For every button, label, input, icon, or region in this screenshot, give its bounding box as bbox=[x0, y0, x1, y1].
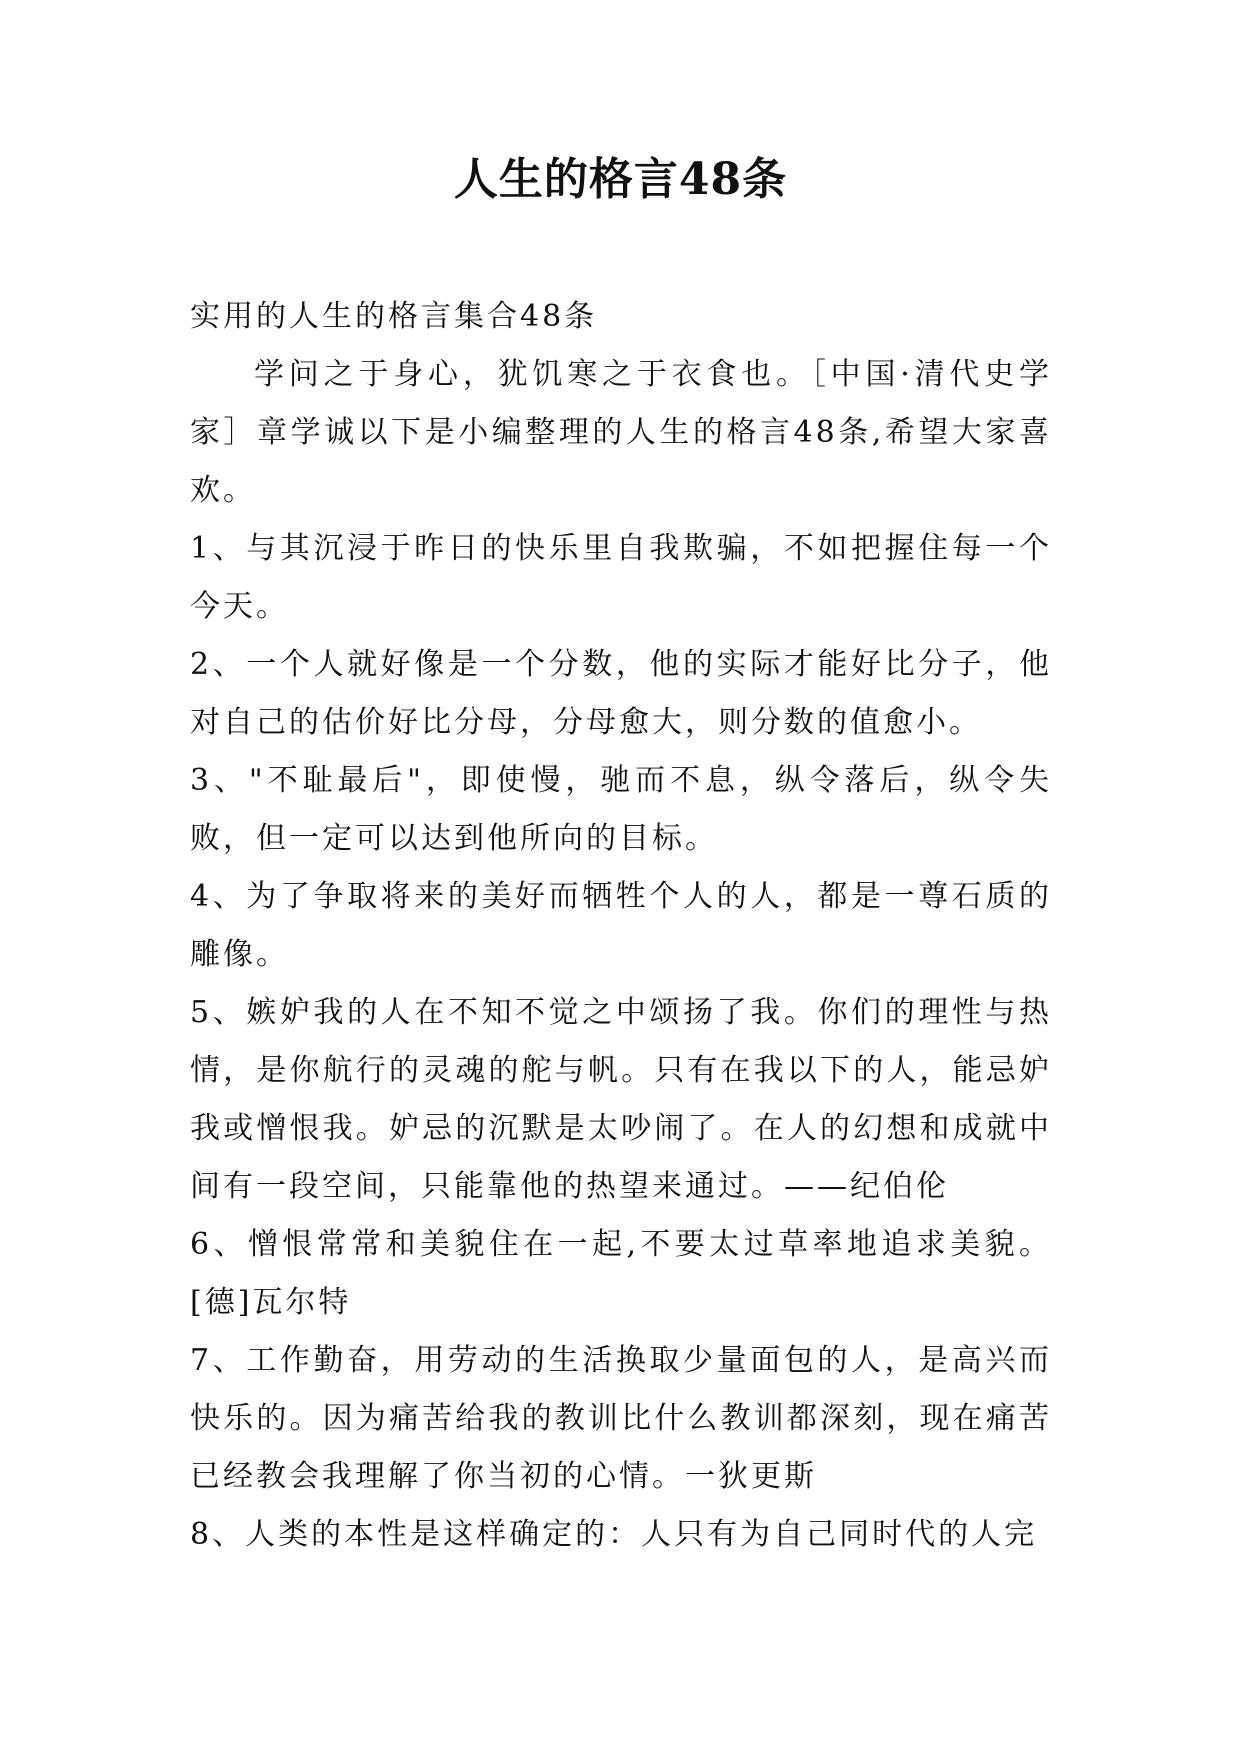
list-item: 8、人类的本性是这样确定的：人只有为自己同时代的人完 bbox=[190, 1517, 1038, 1552]
list-item: 7、工作勤奋，用劳动的生活换取少量面包的人，是高兴而快乐的。因为痛苦给我的教训比什么教训都深刻，现在痛苦已经教会我理解了你当初的心情。一狄更斯 bbox=[190, 1343, 1052, 1494]
list-item: 3、"不耻最后"，即使慢，驰而不息，纵令落后，纵令失败，但一定可以达到他所向的目标。 bbox=[190, 763, 1052, 856]
list-item: 5、嫉妒我的人在不知不觉之中颂扬了我。你们的理性与热情，是你航行的灵魂的舵与帆。只有在我以下的人，能忌妒我或憎恨我。妒忌的沉默是太吵闹了。在人的幻想和成就中间有一段空间，只能靠他的热望来通过。——纪伯伦 bbox=[190, 995, 1052, 1204]
list-item: 2、一个人就好像是一个分数，他的实际才能好比分子，他对自己的估价好比分母，分母愈大，则分数的值愈小。 bbox=[190, 647, 1052, 740]
list-item: 4、为了争取将来的美好而牺牲个人的人，都是一尊石质的雕像。 bbox=[190, 879, 1052, 972]
document-subtitle: 实用的人生的格言集合48条 bbox=[190, 299, 598, 334]
list-item: 1、与其沉浸于昨日的快乐里自我欺骗，不如把握住每一个今天。 bbox=[190, 531, 1052, 624]
intro-paragraph: 学问之于身心，犹饥寒之于衣食也。［中国·清代史学家］章学诚以下是小编整理的人生的格言48条,希望大家喜欢。 bbox=[190, 357, 1052, 508]
document-body bbox=[190, 288, 1052, 1564]
document-title: 人生的格言48条 bbox=[453, 154, 788, 205]
list-item: 6、憎恨常常和美貌住在一起,不要太过草率地追求美貌。[德]瓦尔特 bbox=[190, 1227, 1052, 1320]
